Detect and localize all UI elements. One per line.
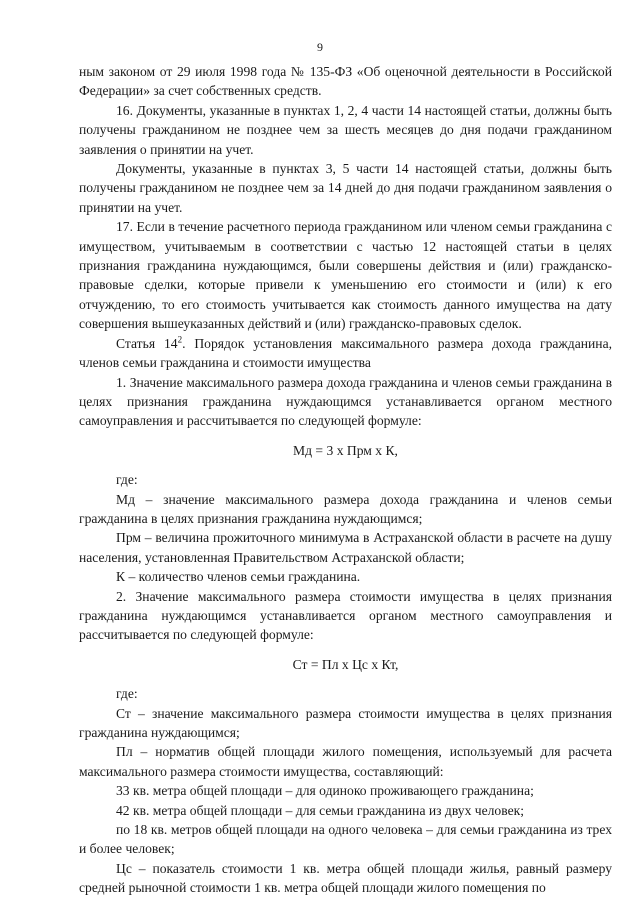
document-body xyxy=(79,62,612,898)
paragraph: по 18 кв. метров общей площади на одного человека – для семьи гражданина из трех и более человек; xyxy=(79,822,612,857)
page-number: 9 xyxy=(317,40,323,54)
formula-property: Ст = Пл х Цс х Кт, xyxy=(292,656,399,672)
article-heading xyxy=(79,334,612,373)
paragraph: 16. Документы, указанные в пунктах 1, 2, 4 части 14 настоящей статьи, должны быть получены гражданином не позднее чем за шесть месяцев до дня подачи гражданином заявления о принятии на учет. xyxy=(79,102,612,157)
paragraph: Документы, указанные в пунктах 3, 5 части 14 настоящей статьи, должны быть получены гражданином не позднее чем за 14 дней до дня подачи гражданином заявления о принятии на учет. xyxy=(79,161,612,215)
formula-income: Мд = 3 х Прм х К, xyxy=(293,442,398,458)
paragraph: 33 кв. метра общей площади – для одиноко проживающего гражданина; xyxy=(116,783,534,799)
article-heading-superscript: 2 xyxy=(177,334,183,345)
paragraph: 1. Значение максимального размера дохода гражданина и членов семьи гражданина в целях признания гражданина нуждающимся устанавливается органом местного самоуправления и рассчитывается по следующей формуле: xyxy=(79,374,612,429)
paragraph: Пл – норматив общей площади жилого помещения, используемый для расчета максимального размера стоимости имущества, составляющий: xyxy=(79,744,612,779)
where-label: где: xyxy=(116,472,138,488)
where-label: где: xyxy=(116,686,138,702)
article-heading-prefix: Статья 14 xyxy=(116,335,178,351)
paragraph: К – количество членов семьи гражданина. xyxy=(116,569,361,585)
article-heading-title: . Порядок установления максимального размера дохода гражданина, членов семьи гражданина и стоимости имущества xyxy=(79,335,613,371)
paragraph: ным законом от 29 июля 1998 года № 135-ФЗ «Об оценочной деятельности в Российской Федерации» за счет собственных средств. xyxy=(79,64,612,99)
paragraph: 17. Если в течение расчетного периода гражданином или членом семьи гражданина с имуществом, учитываемым в соответствии с частью 12 настоящей статьи в целях признания гражданина нуждающимся, были совершены действия и (или) гражданско-правовые сделки, которые привели к уменьшению его стоимости и (или) к его отчуждению, то его стоимость учитывается как стоимость данного имущества на дату совершения вышеуказанных действий и (или) гражданско-правовых сделок. xyxy=(79,219,612,332)
paragraph: Ст – значение максимального размера стоимости имущества в целях признания гражданина нуждающимся; xyxy=(79,705,612,740)
paragraph: 42 кв. метра общей площади – для семьи гражданина из двух человек; xyxy=(116,802,524,818)
paragraph: Мд – значение максимального размера дохода гражданина и членов семьи гражданина в целях признания гражданина нуждающимся; xyxy=(79,491,612,526)
paragraph: Прм – величина прожиточного минимума в Астраханской области в расчете на душу населения, установленная Правительством Астраханской области; xyxy=(79,530,612,565)
paragraph: Цс – показатель стоимости 1 кв. метра общей площади жилья, равный размеру средней рыночной стоимости 1 кв. метра общей площади жилого помещения по xyxy=(79,860,612,896)
paragraph: 2. Значение максимального размера стоимости имущества в целях признания гражданина нуждающимся устанавливается органом местного самоуправления и рассчитывается по следующей формуле: xyxy=(79,588,612,643)
